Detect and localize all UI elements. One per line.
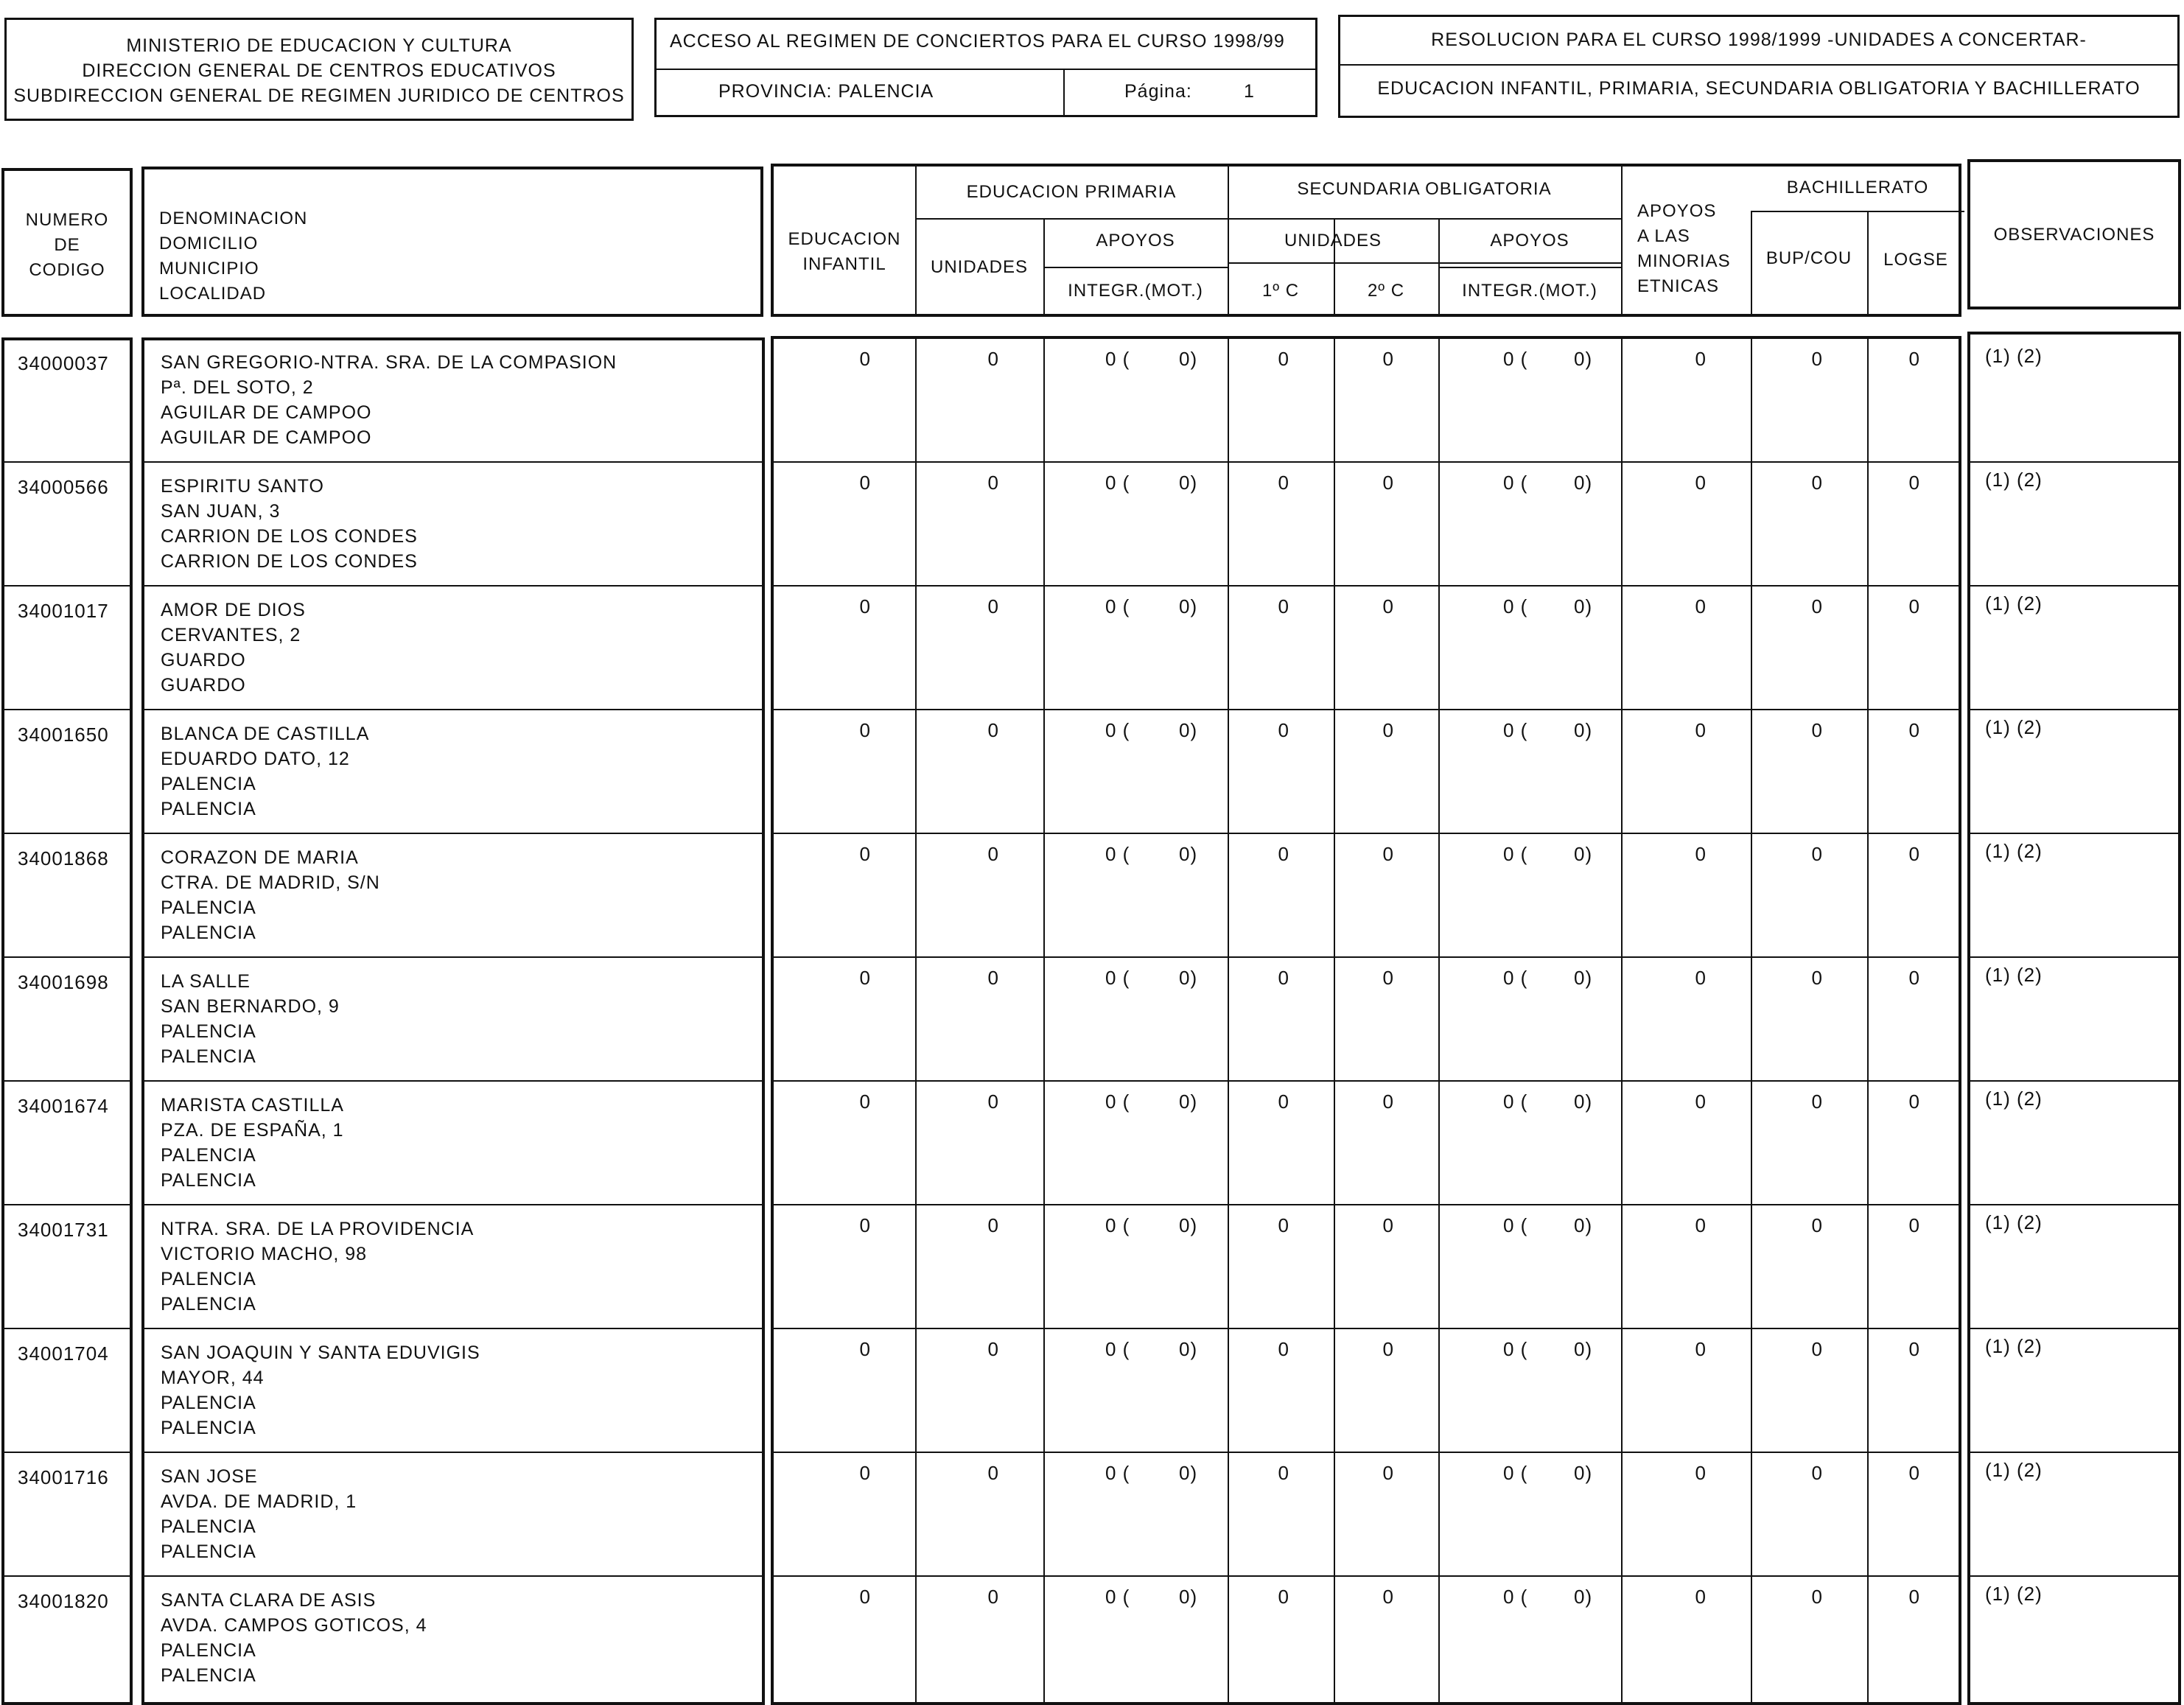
table-cell-address-line: SAN JUAN, 3: [161, 501, 281, 522]
table-cell-secundaria-1c: 0: [1278, 1586, 1289, 1608]
body-codigo: [1, 337, 133, 1705]
table-cell-bup: 0: [1811, 1214, 1823, 1236]
pagina-number: 1: [1244, 81, 1255, 102]
table-cell-secundaria-2c: 0: [1382, 719, 1394, 741]
table-cell-secundaria-2c: 0: [1382, 472, 1394, 494]
table-cell-address-line: PALENCIA: [161, 1640, 256, 1661]
col-minorias-4: ETNICAS: [1637, 276, 1720, 296]
table-cell-address-line: EDUARDO DATO, 12: [161, 749, 350, 769]
col-denominacion: DENOMINACION: [159, 209, 308, 228]
table-cell-codigo: 34001868: [18, 847, 109, 869]
table-cell-codigo: 34001698: [18, 971, 109, 993]
table-cell-logse: 0: [1908, 348, 1920, 370]
table-cell-secundaria-apoyos: 0 (: [1503, 348, 1528, 370]
table-cell-infantil: 0: [859, 1586, 871, 1608]
table-cell-codigo: 34001716: [18, 1466, 109, 1488]
table-cell-secundaria-mot: 0): [1574, 1338, 1593, 1360]
col-sec-2c: 2º C: [1367, 281, 1405, 301]
table-cell-primaria-mot: 0): [1179, 1090, 1198, 1113]
table-cell-address-line: Pª. DEL SOTO, 2: [161, 377, 314, 398]
table-cell-infantil: 0: [859, 595, 871, 617]
table-cell-secundaria-1c: 0: [1278, 348, 1289, 370]
table-cell-denominacion: ESPIRITU SANTO: [161, 476, 324, 497]
table-cell-denominacion: SAN JOAQUIN Y SANTA EDUVIGIS: [161, 1342, 480, 1363]
table-cell-bup: 0: [1811, 967, 1823, 989]
table-cell-observaciones: (1) (2): [1985, 964, 2043, 986]
table-cell-observaciones: (1) (2): [1985, 1088, 2043, 1110]
table-cell-secundaria-apoyos: 0 (: [1503, 1586, 1528, 1608]
header-main-grid: [771, 164, 1961, 317]
table-cell-bup: 0: [1811, 348, 1823, 370]
table-cell-codigo: 34001820: [18, 1590, 109, 1612]
table-cell-denominacion: MARISTA CASTILLA: [161, 1095, 344, 1116]
table-cell-address-line: PALENCIA: [161, 1046, 256, 1067]
table-cell-secundaria-mot: 0): [1574, 719, 1593, 741]
acceso-box: [654, 18, 1317, 117]
col-sec-unidades: UNIDADES: [1284, 231, 1382, 251]
table-cell-address-line: GUARDO: [161, 650, 246, 671]
table-cell-bup: 0: [1811, 843, 1823, 865]
table-cell-observaciones: (1) (2): [1985, 592, 2043, 615]
table-cell-observaciones: (1) (2): [1985, 1335, 2043, 1357]
table-cell-minorias: 0: [1695, 1338, 1707, 1360]
table-cell-address-line: PALENCIA: [161, 774, 256, 794]
table-cell-bup: 0: [1811, 719, 1823, 741]
col-prim-apoyos: APOYOS: [1096, 231, 1175, 251]
col-localidad: LOCALIDAD: [159, 284, 267, 304]
table-cell-secundaria-apoyos: 0 (: [1503, 595, 1528, 617]
table-cell-address-line: PALENCIA: [161, 1541, 256, 1562]
table-cell-secundaria-mot: 0): [1574, 1214, 1593, 1236]
table-cell-primaria-apoyos: 0 (: [1105, 1090, 1130, 1113]
table-cell-address-line: PALENCIA: [161, 799, 256, 819]
table-cell-secundaria-2c: 0: [1382, 348, 1394, 370]
table-cell-secundaria-2c: 0: [1382, 843, 1394, 865]
table-cell-primaria-mot: 0): [1179, 472, 1198, 494]
resolucion-box: [1338, 15, 2180, 118]
table-cell-infantil: 0: [859, 843, 871, 865]
table-cell-denominacion: SAN GREGORIO-NTRA. SRA. DE LA COMPASION: [161, 352, 617, 373]
table-cell-secundaria-1c: 0: [1278, 1214, 1289, 1236]
table-cell-observaciones: (1) (2): [1985, 840, 2043, 862]
niveles-label: EDUCACION INFANTIL, PRIMARIA, SECUNDARIA OBLIGATORIA Y BACHILLERATO: [1377, 78, 2141, 99]
col-bup: BUP/COU: [1765, 248, 1852, 268]
table-cell-primaria-unidades: 0: [987, 1338, 999, 1360]
col-primaria: EDUCACION PRIMARIA: [966, 182, 1177, 202]
table-cell-minorias: 0: [1695, 348, 1707, 370]
col-prim-unidades: UNIDADES: [930, 257, 1029, 277]
table-cell-primaria-unidades: 0: [987, 595, 999, 617]
table-cell-address-line: PZA. DE ESPAÑA, 1: [161, 1120, 344, 1141]
table-cell-primaria-mot: 0): [1179, 1462, 1198, 1484]
table-cell-denominacion: BLANCA DE CASTILLA: [161, 724, 370, 744]
table-cell-primaria-unidades: 0: [987, 967, 999, 989]
table-cell-primaria-mot: 0): [1179, 1338, 1198, 1360]
table-cell-codigo: 34000037: [18, 352, 109, 374]
table-cell-observaciones: (1) (2): [1985, 716, 2043, 738]
table-cell-logse: 0: [1908, 595, 1920, 617]
body-observaciones: [1967, 332, 2181, 1705]
ministry-box: [4, 18, 634, 121]
table-cell-secundaria-2c: 0: [1382, 1586, 1394, 1608]
table-cell-secundaria-2c: 0: [1382, 1462, 1394, 1484]
col-codigo-2: DE: [54, 235, 80, 255]
table-cell-secundaria-2c: 0: [1382, 1338, 1394, 1360]
table-cell-primaria-mot: 0): [1179, 1214, 1198, 1236]
col-prim-integr: INTEGR.(MOT.): [1068, 281, 1203, 301]
col-codigo-1: NUMERO: [25, 210, 109, 230]
table-cell-secundaria-mot: 0): [1574, 1090, 1593, 1113]
ministry-line-3: SUBDIRECCION GENERAL DE REGIMEN JURIDICO DE CENTROS: [13, 85, 625, 106]
table-cell-observaciones: (1) (2): [1985, 469, 2043, 491]
table-cell-primaria-apoyos: 0 (: [1105, 595, 1130, 617]
table-cell-secundaria-apoyos: 0 (: [1503, 472, 1528, 494]
table-cell-address-line: AGUILAR DE CAMPOO: [161, 402, 372, 423]
table-cell-address-line: AVDA. CAMPOS GOTICOS, 4: [161, 1615, 427, 1636]
table-cell-secundaria-mot: 0): [1574, 595, 1593, 617]
table-cell-primaria-apoyos: 0 (: [1105, 967, 1130, 989]
table-cell-primaria-mot: 0): [1179, 348, 1198, 370]
table-cell-primaria-apoyos: 0 (: [1105, 472, 1130, 494]
table-cell-logse: 0: [1908, 967, 1920, 989]
table-cell-primaria-mot: 0): [1179, 1586, 1198, 1608]
table-cell-secundaria-2c: 0: [1382, 1214, 1394, 1236]
table-cell-minorias: 0: [1695, 843, 1707, 865]
table-cell-secundaria-1c: 0: [1278, 1090, 1289, 1113]
table-cell-infantil: 0: [859, 719, 871, 741]
header-codigo: [1, 168, 133, 317]
table-cell-secundaria-1c: 0: [1278, 1462, 1289, 1484]
table-cell-secundaria-apoyos: 0 (: [1503, 843, 1528, 865]
col-sec-1c: 1º C: [1261, 281, 1300, 301]
table-cell-address-line: PALENCIA: [161, 897, 256, 918]
table-cell-primaria-mot: 0): [1179, 843, 1198, 865]
table-cell-address-line: PALENCIA: [161, 1665, 256, 1686]
table-cell-primaria-unidades: 0: [987, 348, 999, 370]
table-cell-codigo: 34001674: [18, 1095, 109, 1117]
table-cell-bup: 0: [1811, 1462, 1823, 1484]
table-cell-logse: 0: [1908, 1462, 1920, 1484]
col-bachillerato: BACHILLERATO: [1786, 178, 1929, 197]
table-cell-primaria-unidades: 0: [987, 719, 999, 741]
table-cell-denominacion: LA SALLE: [161, 971, 251, 992]
table-cell-address-line: PALENCIA: [161, 1170, 256, 1191]
table-cell-observaciones: (1) (2): [1985, 345, 2043, 367]
table-cell-secundaria-mot: 0): [1574, 843, 1593, 865]
table-cell-bup: 0: [1811, 1338, 1823, 1360]
table-cell-denominacion: NTRA. SRA. DE LA PROVIDENCIA: [161, 1219, 475, 1239]
table-cell-secundaria-apoyos: 0 (: [1503, 967, 1528, 989]
table-cell-secundaria-2c: 0: [1382, 967, 1394, 989]
acceso-title: ACCESO AL REGIMEN DE CONCIERTOS PARA EL CURSO 1998/99: [670, 31, 1285, 52]
table-cell-secundaria-apoyos: 0 (: [1503, 1338, 1528, 1360]
table-cell-address-line: CARRION DE LOS CONDES: [161, 551, 418, 572]
table-cell-bup: 0: [1811, 472, 1823, 494]
table-cell-logse: 0: [1908, 1338, 1920, 1360]
table-cell-codigo: 34000566: [18, 476, 109, 498]
table-cell-secundaria-apoyos: 0 (: [1503, 1214, 1528, 1236]
table-cell-primaria-unidades: 0: [987, 1586, 999, 1608]
table-cell-primaria-mot: 0): [1179, 595, 1198, 617]
table-cell-primaria-apoyos: 0 (: [1105, 1586, 1130, 1608]
table-cell-primaria-mot: 0): [1179, 719, 1198, 741]
table-cell-primaria-apoyos: 0 (: [1105, 719, 1130, 741]
table-cell-logse: 0: [1908, 1586, 1920, 1608]
table-cell-address-line: CERVANTES, 2: [161, 625, 301, 645]
table-cell-address-line: PALENCIA: [161, 1021, 256, 1042]
col-sec-integr: INTEGR.(MOT.): [1462, 281, 1597, 301]
table-cell-bup: 0: [1811, 1090, 1823, 1113]
table-cell-address-line: PALENCIA: [161, 1393, 256, 1413]
col-infantil-1: EDUCACION: [788, 229, 901, 249]
col-sec-apoyos: APOYOS: [1490, 231, 1569, 251]
table-cell-address-line: CTRA. DE MADRID, S/N: [161, 872, 380, 893]
col-domicilio: DOMICILIO: [159, 234, 259, 253]
table-cell-primaria-apoyos: 0 (: [1105, 1214, 1130, 1236]
table-cell-secundaria-mot: 0): [1574, 1462, 1593, 1484]
table-cell-logse: 0: [1908, 472, 1920, 494]
col-minorias-3: MINORIAS: [1637, 251, 1731, 271]
resolucion-title: RESOLUCION PARA EL CURSO 1998/1999 -UNIDADES A CONCERTAR-: [1431, 29, 2087, 50]
table-cell-primaria-mot: 0): [1179, 967, 1198, 989]
table-cell-minorias: 0: [1695, 719, 1707, 741]
table-cell-minorias: 0: [1695, 1090, 1707, 1113]
table-cell-infantil: 0: [859, 472, 871, 494]
table-cell-codigo: 34001731: [18, 1219, 109, 1241]
table-cell-secundaria-mot: 0): [1574, 348, 1593, 370]
table-cell-logse: 0: [1908, 1214, 1920, 1236]
table-cell-primaria-apoyos: 0 (: [1105, 843, 1130, 865]
table-cell-infantil: 0: [859, 1214, 871, 1236]
table-cell-minorias: 0: [1695, 1214, 1707, 1236]
table-cell-address-line: PALENCIA: [161, 1145, 256, 1166]
table-cell-secundaria-mot: 0): [1574, 1586, 1593, 1608]
table-cell-address-line: AGUILAR DE CAMPOO: [161, 427, 372, 448]
table-cell-infantil: 0: [859, 967, 871, 989]
table-cell-infantil: 0: [859, 1338, 871, 1360]
table-cell-secundaria-2c: 0: [1382, 595, 1394, 617]
table-cell-observaciones: (1) (2): [1985, 1459, 2043, 1481]
table-cell-denominacion: CORAZON DE MARIA: [161, 847, 359, 868]
col-logse: LOGSE: [1883, 250, 1948, 270]
table-cell-bup: 0: [1811, 595, 1823, 617]
table-cell-address-line: GUARDO: [161, 675, 246, 696]
table-cell-codigo: 34001650: [18, 724, 109, 746]
table-cell-infantil: 0: [859, 1462, 871, 1484]
col-secundaria: SECUNDARIA OBLIGATORIA: [1297, 179, 1552, 199]
table-cell-primaria-unidades: 0: [987, 843, 999, 865]
col-minorias-2: A LAS: [1637, 226, 1690, 246]
header-observaciones: [1967, 159, 2181, 309]
table-cell-logse: 0: [1908, 719, 1920, 741]
table-cell-primaria-unidades: 0: [987, 472, 999, 494]
col-codigo-3: CODIGO: [29, 260, 105, 280]
table-cell-secundaria-1c: 0: [1278, 1338, 1289, 1360]
pagina-label: Página:: [1124, 81, 1192, 102]
table-cell-address-line: SAN BERNARDO, 9: [161, 996, 340, 1017]
table-cell-secundaria-2c: 0: [1382, 1090, 1394, 1113]
table-cell-address-line: PALENCIA: [161, 1269, 256, 1289]
table-cell-address-line: VICTORIO MACHO, 98: [161, 1244, 368, 1264]
table-cell-address-line: PALENCIA: [161, 1516, 256, 1537]
provincia-label: PROVINCIA: PALENCIA: [718, 81, 934, 102]
table-cell-secundaria-1c: 0: [1278, 472, 1289, 494]
table-cell-minorias: 0: [1695, 1462, 1707, 1484]
table-cell-denominacion: SANTA CLARA DE ASIS: [161, 1590, 377, 1611]
header-denominacion: [141, 167, 763, 317]
table-cell-minorias: 0: [1695, 967, 1707, 989]
table-cell-secundaria-apoyos: 0 (: [1503, 1462, 1528, 1484]
table-cell-primaria-apoyos: 0 (: [1105, 1462, 1130, 1484]
table-cell-codigo: 34001017: [18, 600, 109, 622]
table-cell-address-line: PALENCIA: [161, 1418, 256, 1438]
table-cell-address-line: PALENCIA: [161, 922, 256, 943]
body-main-grid: [771, 336, 1961, 1705]
table-cell-logse: 0: [1908, 1090, 1920, 1113]
table-cell-minorias: 0: [1695, 1586, 1707, 1608]
table-cell-observaciones: (1) (2): [1985, 1211, 2043, 1233]
table-cell-codigo: 34001704: [18, 1342, 109, 1365]
ministry-line-1: MINISTERIO DE EDUCACION Y CULTURA: [126, 35, 512, 56]
table-cell-secundaria-mot: 0): [1574, 967, 1593, 989]
table-cell-address-line: MAYOR, 44: [161, 1368, 265, 1388]
table-cell-denominacion: SAN JOSE: [161, 1466, 258, 1487]
table-cell-denominacion: AMOR DE DIOS: [161, 600, 306, 620]
table-cell-secundaria-1c: 0: [1278, 595, 1289, 617]
table-cell-primaria-apoyos: 0 (: [1105, 1338, 1130, 1360]
table-cell-infantil: 0: [859, 1090, 871, 1113]
table-cell-address-line: AVDA. DE MADRID, 1: [161, 1491, 357, 1512]
table-cell-address-line: PALENCIA: [161, 1294, 256, 1314]
table-cell-observaciones: (1) (2): [1985, 1583, 2043, 1605]
table-cell-minorias: 0: [1695, 595, 1707, 617]
ministry-line-2: DIRECCION GENERAL DE CENTROS EDUCATIVOS: [82, 60, 556, 81]
table-cell-primaria-unidades: 0: [987, 1462, 999, 1484]
col-infantil-2: INFANTIL: [802, 254, 886, 274]
col-minorias-1: APOYOS: [1637, 201, 1717, 221]
table-cell-secundaria-1c: 0: [1278, 967, 1289, 989]
table-cell-primaria-apoyos: 0 (: [1105, 348, 1130, 370]
table-cell-primaria-unidades: 0: [987, 1090, 999, 1113]
table-cell-primaria-unidades: 0: [987, 1214, 999, 1236]
table-cell-infantil: 0: [859, 348, 871, 370]
col-observaciones: OBSERVACIONES: [1993, 225, 2155, 245]
table-cell-logse: 0: [1908, 843, 1920, 865]
table-cell-bup: 0: [1811, 1586, 1823, 1608]
table-cell-secundaria-1c: 0: [1278, 719, 1289, 741]
table-cell-minorias: 0: [1695, 472, 1707, 494]
table-cell-secundaria-apoyos: 0 (: [1503, 1090, 1528, 1113]
table-cell-secundaria-1c: 0: [1278, 843, 1289, 865]
table-cell-secundaria-mot: 0): [1574, 472, 1593, 494]
table-cell-secundaria-apoyos: 0 (: [1503, 719, 1528, 741]
table-cell-address-line: CARRION DE LOS CONDES: [161, 526, 418, 547]
col-municipio: MUNICIPIO: [159, 259, 259, 279]
